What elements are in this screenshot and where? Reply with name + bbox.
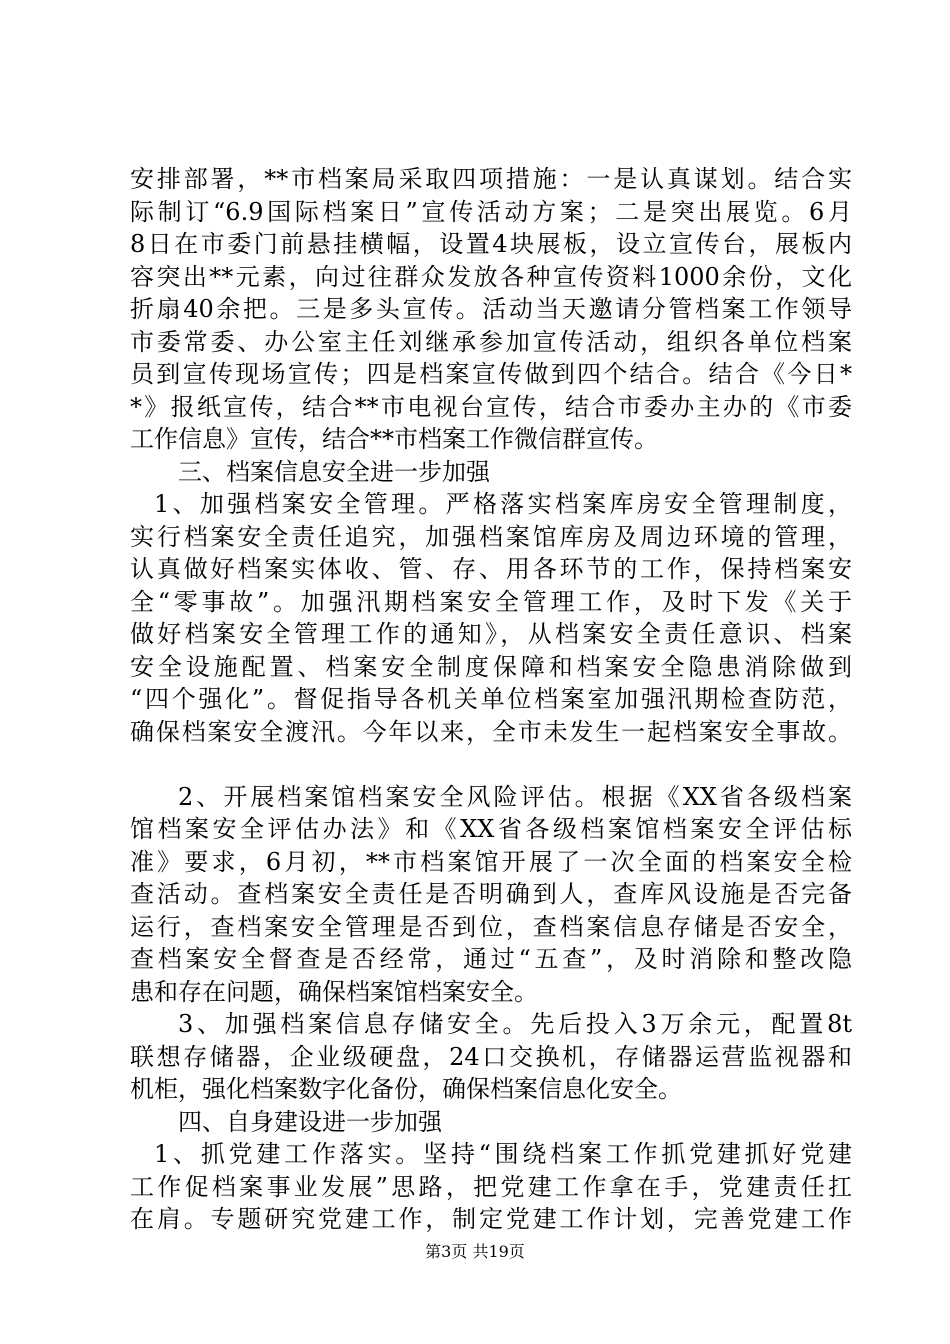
text-line: 1、加强档案安全管理。严格落实档案库房安全管理制度， [154,490,852,518]
text-line: 准》要求，6月初，**市档案馆开展了一次全面的档案安全检 [130,847,852,876]
page-number-footer: 第3页 共19页 [425,1242,525,1261]
text-line: 机柜，强化档案数字化备份，确保档案信息化安全。 [130,1075,682,1103]
text-line: *》报纸宣传，结合**市电视台宣传，结合市委办主办的《市委 [130,392,852,421]
document-body [130,163,852,1236]
text-line: 际制订“6.9国际档案日”宣传活动方案；二是突出展览。6月 [130,197,852,226]
text-line: 实行档案安全责任追究，加强档案馆库房及周边环境的管理， [130,522,852,551]
text-line: 在肩。专题研究党建工作，制定党建工作计划，完善党建工作 [130,1205,852,1233]
text-line: 患和存在问题，确保档案馆档案安全。 [130,977,538,1006]
text-line: 联想存储器，企业级硬盘，24口交换机，存储器运营监视器和 [130,1042,852,1071]
section-heading: 四、自身建设进一步加强 [178,1107,442,1136]
text-line: 认真做好档案实体收、管、存、用各环节的工作，保持档案安 [130,555,852,583]
text-line: 全“零事故”。加强汛期档案安全管理工作，及时下发《关于 [130,587,852,616]
text-line: 确保档案安全渡汛。今年以来，全市未发生一起档案安全事故。 [130,717,852,746]
text-line: 员到宣传现场宣传；四是档案宣传做到四个结合。结合《今日* [130,360,852,388]
text-line: 折扇40余把。三是多头宣传。活动当天邀请分管档案工作领导 [130,295,852,323]
text-line: 容突出**元素，向过往群众发放各种宣传资料1000余份，文化 [130,262,852,291]
text-line: 运行，查档案安全管理是否到位，查档案信息存储是否安全， [130,912,852,941]
text-line: 2、开展档案馆档案安全风险评估。根据《XX省各级档案 [178,782,852,811]
text-line: 安排部署，**市档案局采取四项措施：一是认真谋划。结合实 [130,165,852,193]
blank-line [130,748,852,781]
text-line: 查活动。查档案安全责任是否明确到人，查库风设施是否完备 [130,880,852,908]
text-line: 工作促档案事业发展”思路，把党建工作拿在手，党建责任扛 [130,1172,852,1201]
text-line: 3、加强档案信息存储安全。先后投入3万余元，配置8t [178,1010,852,1038]
section-heading: 三、档案信息安全进一步加强 [178,457,490,486]
text-line: 工作信息》宣传，结合**市档案工作微信群宣传。 [130,425,658,453]
text-line: 馆档案安全评估办法》和《XX省各级档案馆档案安全评估标 [130,815,852,843]
text-line: 安全设施配置、档案安全制度保障和档案安全隐患消除做到 [130,652,852,681]
text-line: “四个强化”。督促指导各机关单位档案室加强汛期检查防范， [130,685,852,713]
text-line: 做好档案安全管理工作的通知》，从档案安全责任意识、档案 [130,620,852,648]
text-line: 市委常委、办公室主任刘继承参加宣传活动，组织各单位档案 [130,327,852,356]
text-line: 查档案安全督查是否经常，通过“五查”，及时消除和整改隐 [130,945,852,973]
text-line: 8日在市委门前悬挂横幅，设置4块展板，设立宣传台，展板内 [130,230,852,258]
text-line: 1、抓党建工作落实。坚持“围绕档案工作抓党建抓好党建 [154,1140,852,1168]
